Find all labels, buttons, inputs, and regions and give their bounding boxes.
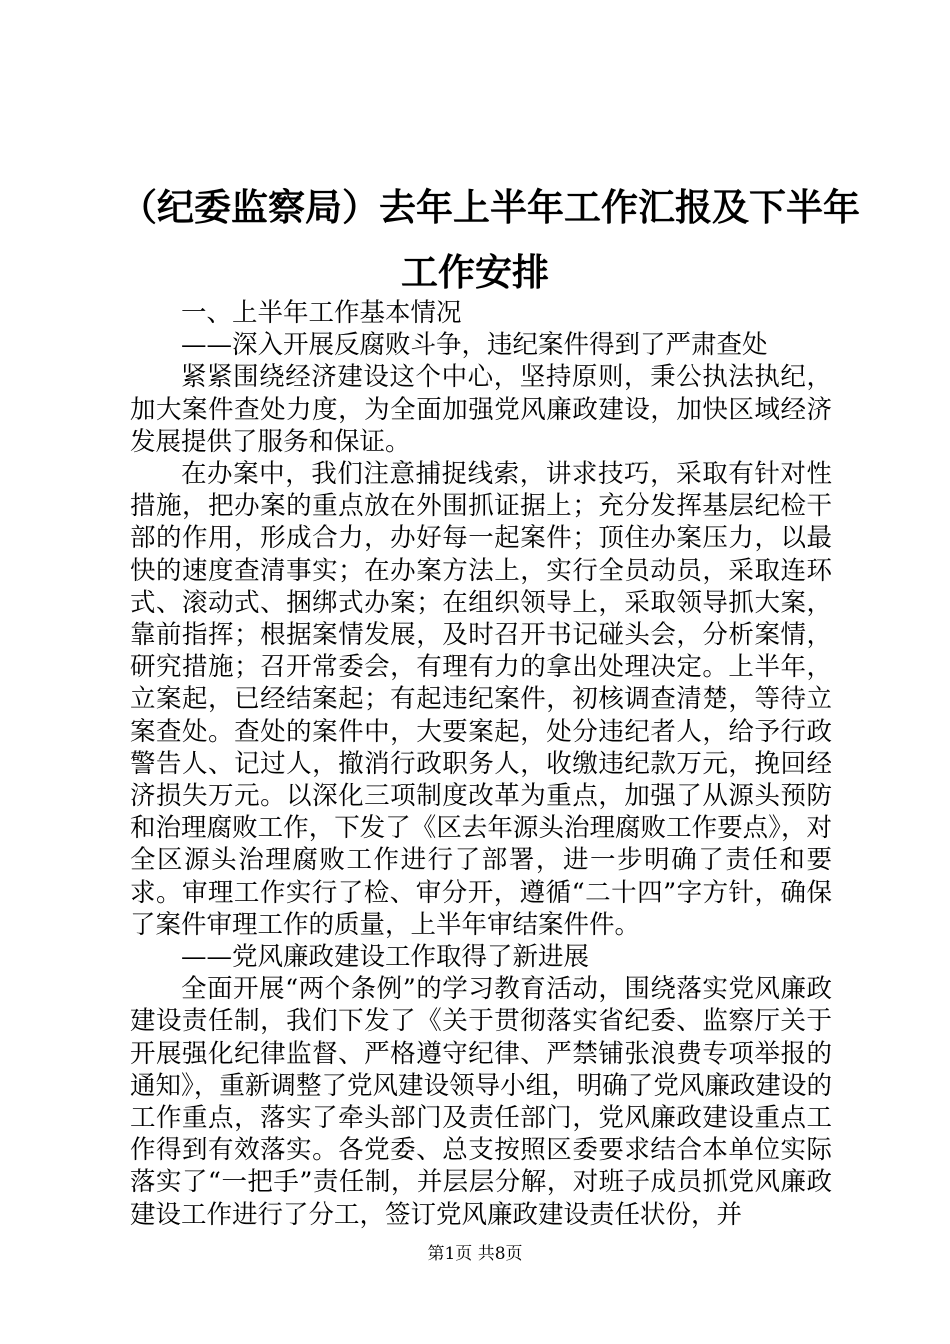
document-title-line-1: （纪委监察局）去年上半年工作汇报及下半年 [120,185,860,229]
document-body [130,297,832,1231]
subsection-heading: ——党风廉政建设工作取得了新进展 [181,942,590,973]
page-number-footer: 第1页 共8页 [427,1244,523,1264]
body-paragraph: 全面开展“两个条例”的学习教育活动，围绕落实党风廉政建设责任制，我们下发了《关于贯彻落实省纪委、监察厅关于开展强化纪律监督、严格遵守纪律、严禁铺张浪费专项举报的通知》，重新调整了党风建设领导小组，明确了党风廉政建设的工作重点，落实了牵头部门及责任部门，党风廉政建设重点工作得到有效落实。各党委、总支按照区委要求结合本单位实际落实了“一把手”责任制，并层层分解，对班子成员抓党风廉政建设工作进行了分工，签订党风廉政建设责任状份，并 [130,974,832,1230]
section-heading: 一、上半年工作基本情况 [181,298,462,328]
document-title-line-2: 工作安排 [401,250,549,294]
body-paragraph: 紧紧围绕经济建设这个中心，坚持原则，秉公执法执纪，加大案件查处力度，为全面加强党风廉政建设，加快区域经济发展提供了服务和保证。 [130,362,832,457]
body-paragraph: 在办案中，我们注意捕捉线索，讲求技巧，采取有针对性措施，把办案的重点放在外围抓证据上；充分发挥基层纪检干部的作用，形成合力，办好每一起案件；顶住办案压力，以最快的速度查清事实；在办案方法上，实行全员动员，采取连环式、滚动式、捆绑式办案；在组织领导上，采取领导抓大案，靠前指挥；根据案情发展，及时召开书记碰头会，分析案情，研究措施；召开常委会，有理有力的拿出处理决定。上半年，立案起，已经结案起；有起违纪案件，初核调查清楚，等待立案查处。查处的案件中，大要案起，处分违纪者人，给予行政警告人、记过人，撤消行政职务人，收缴违纪款万元，挽回经济损失万元。以深化三项制度改革为重点，加强了从源头预防和治理腐败工作，下发了《区去年源头治理腐败工作要点》，对全区源头治理腐败工作进行了部署，进一步明确了责任和要求。审理工作实行了检、审分开，遵循“二十四”字方针，确保了案件审理工作的质量，上半年审结案件件。 [130,459,832,940]
subsection-heading: ——深入开展反腐败斗争，违纪案件得到了严肃查处 [181,330,768,361]
